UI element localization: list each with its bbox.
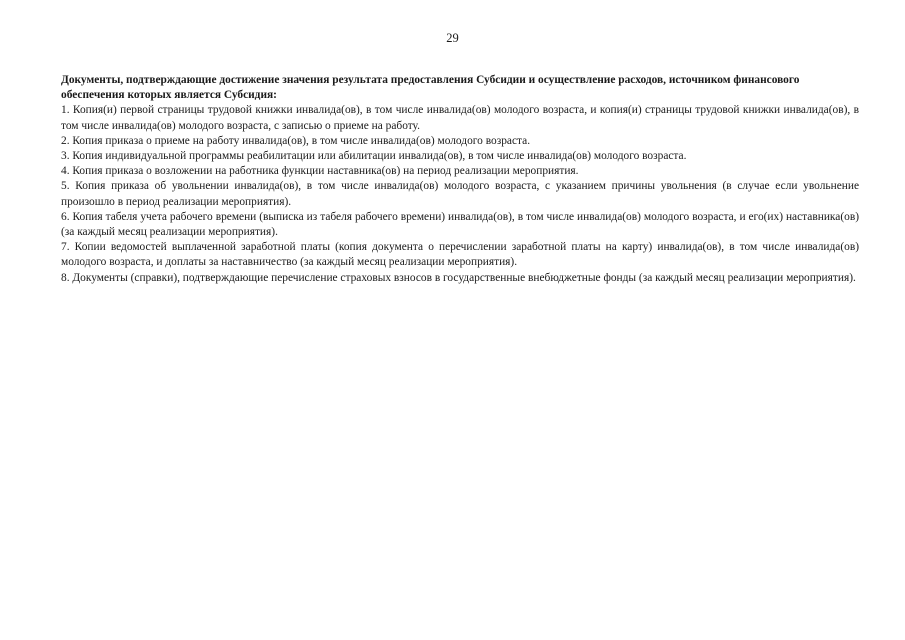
document-body [61,73,859,286]
list-item-6: 6. Копия табеля учета рабочего времени (выписка из табеля рабочего времени) инвалида(ов), в том числе инвалида(ов) молодого возраста, и его(их) наставника(ов) (за каждый месяц реализации мероприятия). [61,210,859,239]
list-item-7: 7. Копии ведомостей выплаченной заработной платы (копия документа о перечислении заработной платы на карту) инвалида(ов), в том числе инвалида(ов) молодого возраста, и доплаты за наставничество (за каждый месяц реализации мероприятия). [61,241,859,269]
list-item-8: 8. Документы (справки), подтверждающие перечисление страховых взносов в государственные внебюджетные фонды (за каждый месяц реализации мероприятия). [61,271,856,284]
page-number: 29 [446,31,459,45]
list-item-3: 3. Копия индивидуальной программы реабилитации или абилитации инвалида(ов), в том числе инвалида(ов) молодого возраста. [61,150,687,163]
list-item-4: 4. Копия приказа о возложении на работника функции наставника(ов) на период реализации мероприятия. [61,165,579,178]
list-item-2: 2. Копия приказа о приеме на работу инвалида(ов), в том числе инвалида(ов) молодого возраста. [61,134,531,147]
section-heading: Документы, подтверждающие достижение значения результата предоставления Субсидии и осуществление расходов, источником финансового обеспечения которых является Субсидия: [61,74,800,102]
list-item-5: 5. Копия приказа об увольнении инвалида(ов), в том числе инвалида(ов) молодого возраста, с указанием причины увольнения (в случае если увольнение произошло в период реализации мероприятия). [61,180,859,208]
list-item-1: 1. Копия(и) первой страницы трудовой книжки инвалида(ов), в том числе инвалида(ов) молодого возраста, и копия(и) страницы трудовой книжки инвалида(ов), в том числе инвалида(ов) молодого возраста, с записью о приеме на работу. [61,104,859,132]
